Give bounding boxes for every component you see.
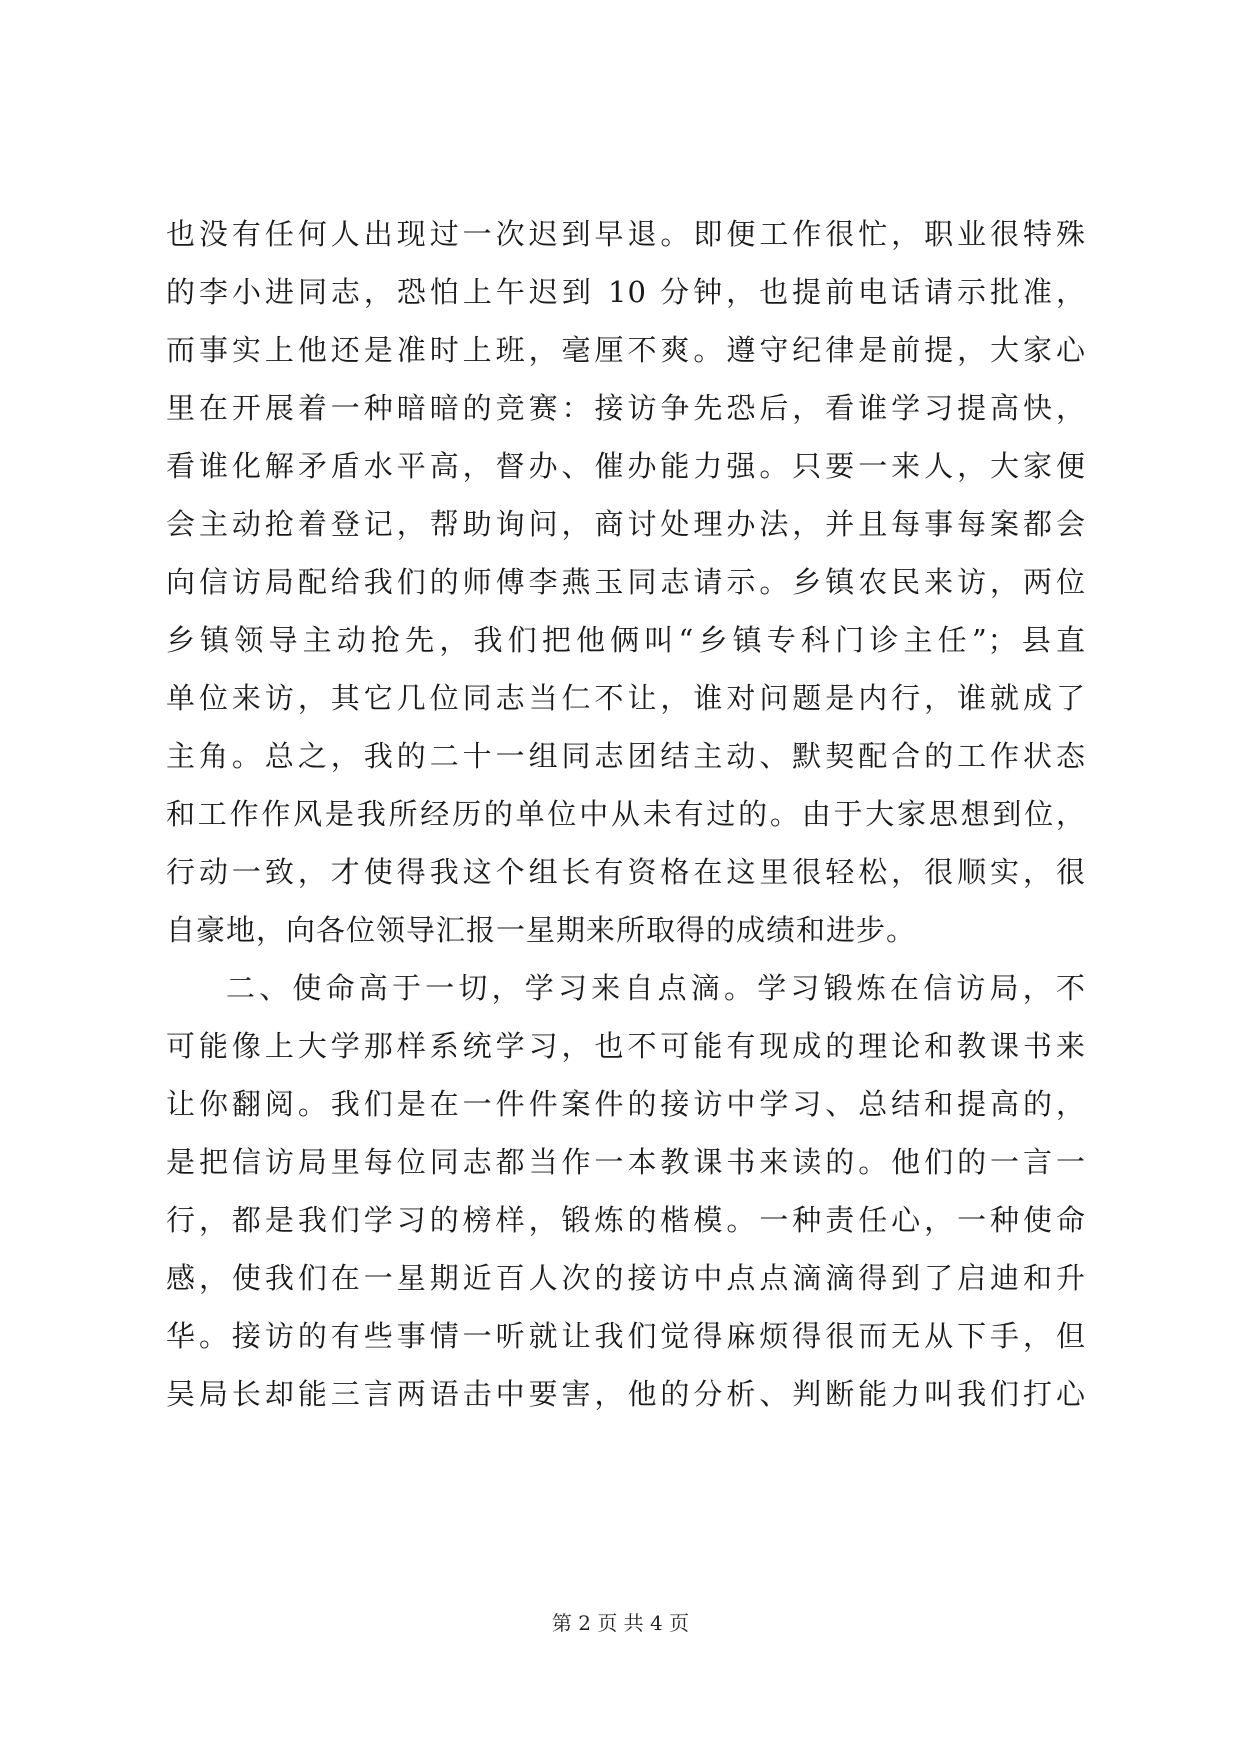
body-line: 华。接访的有些事情一听就让我们觉得麻烦得很而无从下手，但 (166, 1319, 1086, 1353)
body-line: 和工作作风是我所经历的单位中从未有过的。由于大家思想到位， (166, 797, 1086, 831)
body-line: 单位来访，其它几位同志当仁不让，谁对问题是内行，谁就成了 (166, 681, 1086, 715)
body-line: 的李小进同志，恐怕上午迟到 10 分钟，也提前电话请示批准， (166, 275, 1086, 309)
body-line: 主角。总之，我的二十一组同志团结主动、默契配合的工作状态 (166, 739, 1086, 773)
body-line: 行动一致，才使得我这个组长有资格在这里很轻松，很顺实，很 (166, 855, 1086, 889)
body-line: 吴局长却能三言两语击中要害，他的分析、判断能力叫我们打心 (166, 1377, 1086, 1411)
body-line: 看谁化解矛盾水平高，督办、催办能力强。只要一来人，大家便 (166, 449, 1086, 483)
paragraph-start-line: 二、使命高于一切，学习来自点滴。学习锻炼在信访局，不 (226, 971, 1086, 1005)
page-number-footer: 第 2 页 共 4 页 (551, 1611, 690, 1635)
body-line: 自豪地，向各位领导汇报一星期来所取得的成绩和进步。 (166, 913, 917, 947)
body-line: 让你翻阅。我们是在一件件案件的接访中学习、总结和提高的， (166, 1087, 1086, 1121)
body-line: 是把信访局里每位同志都当作一本教课书来读的。他们的一言一 (166, 1145, 1086, 1179)
body-line: 也没有任何人出现过一次迟到早退。即便工作很忙，职业很特殊 (166, 217, 1086, 251)
body-line: 乡镇领导主动抢先，我们把他俩叫“乡镇专科门诊主任”；县直 (166, 623, 1086, 657)
body-line: 会主动抢着登记，帮助询问，商讨处理办法，并且每事每案都会 (166, 507, 1086, 541)
body-line: 而事实上他还是准时上班，毫厘不爽。遵守纪律是前提，大家心 (166, 333, 1086, 367)
body-line: 里在开展着一种暗暗的竞赛：接访争先恐后，看谁学习提高快， (166, 391, 1086, 425)
body-line: 行，都是我们学习的榜样，锻炼的楷模。一种责任心，一种使命 (166, 1203, 1086, 1237)
body-line: 感，使我们在一星期近百人次的接访中点点滴滴得到了启迪和升 (166, 1261, 1086, 1295)
body-line: 向信访局配给我们的师傅李燕玉同志请示。乡镇农民来访，两位 (166, 565, 1086, 599)
body-line: 可能像上大学那样系统学习，也不可能有现成的理论和教课书来 (166, 1029, 1086, 1063)
